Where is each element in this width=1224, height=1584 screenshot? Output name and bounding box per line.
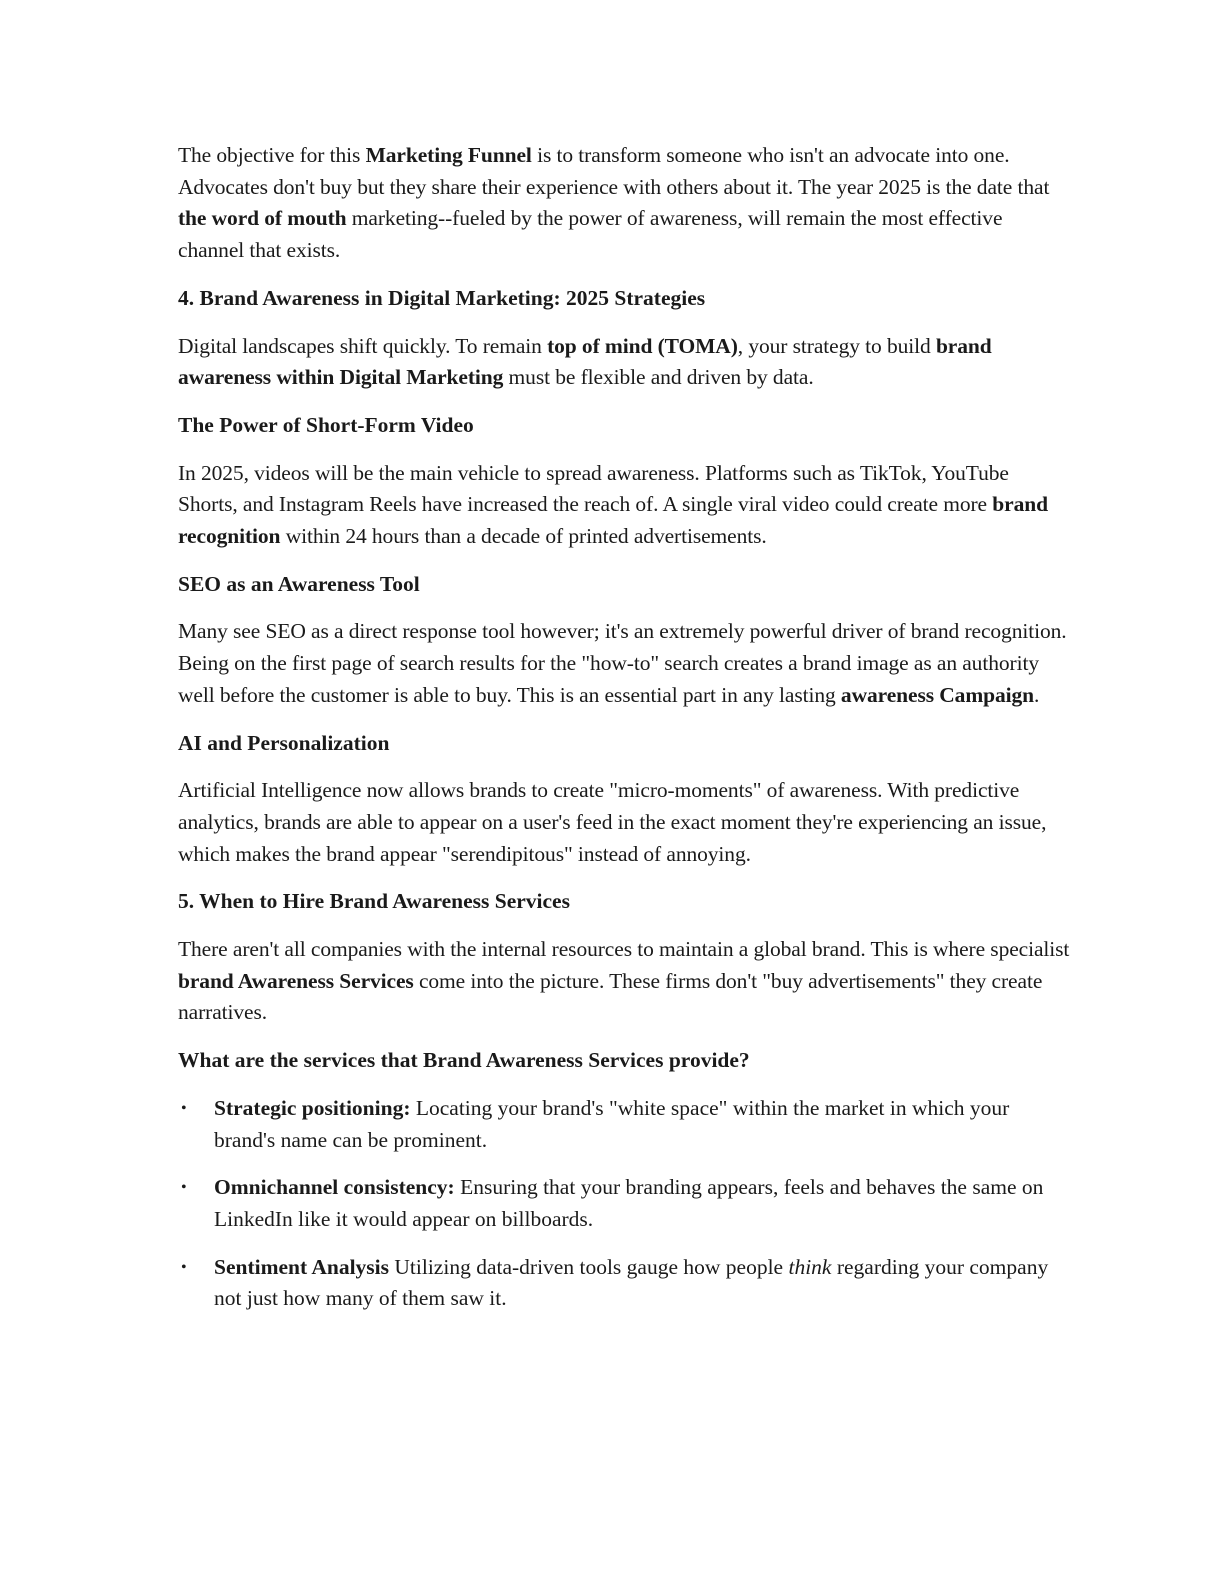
list-item-text: Sentiment Analysis Utilizing data-driven tools gauge how people think regarding your company not just how many of them saw it. [214, 1254, 1049, 1311]
list-item-omnichannel-consistency [178, 1172, 1073, 1235]
services-list [178, 1093, 1073, 1315]
seo-heading: SEO as an Awareness Tool [178, 571, 420, 596]
services-question-heading: What are the services that Brand Awareness Services provide? [178, 1048, 750, 1073]
ai-personalization-paragraph: Artificial Intelligence now allows brands to create "micro-moments" of awareness. With predictive analytics, brands are able to appear on a user's feed in the exact moment they're experiencing an issue, which makes the brand appear "serendipitous" instead of annoying. [178, 778, 1047, 866]
document-page [178, 140, 1073, 1331]
short-form-video-heading: The Power of Short-Form Video [178, 412, 474, 437]
ai-personalization-heading: AI and Personalization [178, 730, 390, 755]
list-item-text: Omnichannel consistency: Ensuring that your branding appears, feels and behaves the same on LinkedIn like it would appear on billboards. [214, 1175, 1044, 1231]
bullet-icon: • [181, 1099, 187, 1117]
intro-paragraph: The objective for this Marketing Funnel is to transform someone who isn't an advocate into one. Advocates don't buy but they share their experience with others about it. The year 2025 is the date that the word of mouth marketing--fueled by the power of awareness, will remain the most effective channel that exists. [178, 143, 1050, 263]
hire-services-paragraph: There aren't all companies with the internal resources to maintain a global brand. This is where specialist brand Awareness Services come into the picture. These firms don't "buy advertisements" they create narratives. [178, 937, 1070, 1025]
bullet-icon: • [181, 1179, 187, 1197]
seo-paragraph: Many see SEO as a direct response tool however; it's an extremely powerful driver of brand recognition. Being on the first page of search results for the "how-to" search creates a brand image as an authority well before the customer is able to buy. This is an essential part in any lasting awareness Campaign. [178, 619, 1067, 707]
section-4-heading: 4. Brand Awareness in Digital Marketing: 2025 Strategies [178, 285, 706, 310]
section-5-heading: 5. When to Hire Brand Awareness Services [178, 889, 570, 914]
short-form-video-paragraph: In 2025, videos will be the main vehicle to spread awareness. Platforms such as TikTok, YouTube Shorts, and Instagram Reels have increased the reach of. A single viral video could create more brand recognition within 24 hours than a decade of printed advertisements. [178, 460, 1048, 549]
digital-landscapes-paragraph: Digital landscapes shift quickly. To remain top of mind (TOMA), your strategy to build brand awareness within Digital Marketing must be flexible and driven by data. [178, 333, 992, 390]
list-item-strategic-positioning [178, 1093, 1073, 1156]
bullet-icon: • [181, 1258, 187, 1276]
list-item-text: Strategic positioning: Locating your brand's "white space" within the market in which your brand's name can be prominent. [214, 1095, 1010, 1152]
list-item-sentiment-analysis [178, 1252, 1073, 1315]
